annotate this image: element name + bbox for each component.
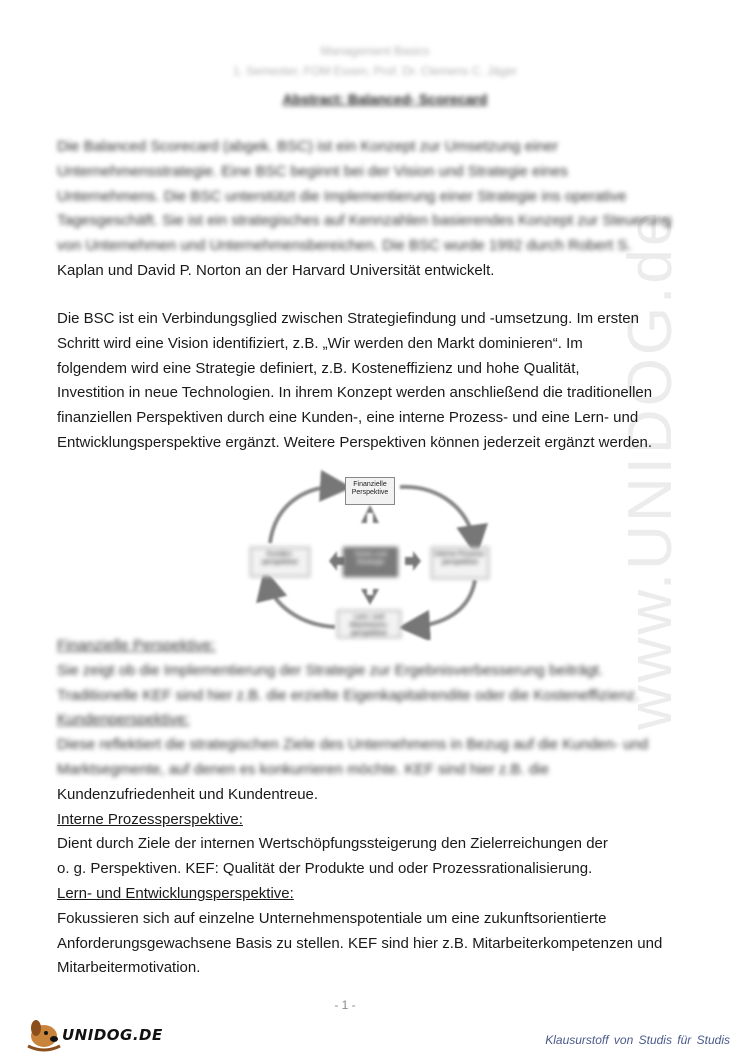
- paragraph-line: finanziellen Perspektiven durch eine Kunden-, eine interne Prozess- und eine Lern- und: [57, 409, 639, 427]
- section-heading: Interne Prozessperspektive:: [57, 810, 243, 828]
- intro-line: Unternehmensstrategie. Eine BSC beginnt bei der Vision und Strategie eines: [57, 162, 568, 180]
- footer-tagline: Klausurstoff von Studis für Studis: [545, 1033, 730, 1047]
- section-line: Mitarbeitermotivation.: [57, 959, 201, 977]
- intro-line: Die Balanced Scorecard (abgek. BSC) ist ein Konzept zur Umsetzung einer: [57, 138, 559, 155]
- section-line-clear: Kundenzufriedenheit und Kundentreue.: [57, 785, 319, 803]
- bsc-paragraph: [57, 307, 717, 456]
- section-line: Anforderungsgewachsene Basis zu stellen. KEF sind hier z.B. Mitarbeiterkompetenzen und: [57, 934, 663, 952]
- arrow-right-icon: [405, 551, 421, 571]
- arrow-up-icon: [361, 505, 379, 523]
- unidog-logo-text[interactable]: UNIDOG.DE: [62, 1026, 163, 1044]
- box-interne-prozessperspektive: Interne Prozess- perspektive: [431, 547, 489, 579]
- intro-line: Unternehmens. Die BSC unterstützt die Implementierung einer Strategie ins operative: [57, 187, 627, 205]
- arrow-icon: [270, 487, 340, 543]
- intro-paragraph: [57, 135, 717, 284]
- section-line: Marktsegmente, auf denen es konkurrieren möchte. KEF sind hier z.B. die: [57, 760, 549, 778]
- intro-line-clear: Kaplan und David P. Norton an der Harvard Universität entwickelt.: [57, 261, 495, 279]
- section-line: Diese reflektiert die strategischen Ziele des Unternehmens in Bezug auf die Kunden- und: [57, 736, 649, 754]
- watermark: www.UNIDOG.de: [616, 208, 685, 730]
- arrow-icon: [267, 580, 335, 627]
- box-vision-strategie: Vision und Strategie: [343, 547, 398, 577]
- course-subtitle: 1. Semester, FOM Essen, Prof. Dr. Clemens C. Jäger: [232, 64, 518, 78]
- section-line: Fokussieren sich auf einzelne Unternehmenspotentiale um eine zukunftsorientierte: [57, 909, 607, 927]
- intro-line: von Unternehmen und Unternehmensbereichen. Die BSC wurde 1992 durch Robert S.: [57, 237, 632, 255]
- bsc-diagram: [245, 465, 495, 640]
- box-kundenperspektive: Kunden- perspektive: [250, 547, 310, 577]
- section-line: Traditionelle KEF sind hier z.B. die erzielte Eigenkapitalrendite oder die Kosteneffizienz.: [57, 686, 639, 704]
- paragraph-line: Entwicklungsperspektive ergänzt. Weitere Perspektiven können jederzeit ergänzt werden.: [57, 433, 653, 451]
- section-line: Dient durch Ziele der internen Wertschöpfungssteigerung den Zielerreichungen der: [57, 835, 608, 853]
- paragraph-line: folgendem wird eine Strategie definiert, z.B. Kosteneffizienz und hohe Qualität,: [57, 359, 580, 377]
- section-heading: Kundenperspektive:: [57, 711, 190, 729]
- paragraph-line: Die BSC ist ein Verbindungsglied zwischen Strategiefindung und -umsetzung. Im ersten: [57, 310, 639, 327]
- paragraph-line: Investition in neue Technologien. In ihrem Konzept werden anschließend die traditionellen: [57, 384, 653, 402]
- arrow-down-icon: [361, 589, 379, 605]
- arrow-icon: [410, 580, 475, 627]
- section-heading: Lern- und Entwicklungsperspektive:: [57, 884, 294, 902]
- document-title: Abstract: Balanced- Scorecard: [282, 91, 488, 107]
- page-number: - 1 -: [334, 998, 356, 1012]
- arrow-icon: [400, 487, 475, 545]
- box-lernperspektive: Lern- und Wachstums- perspektive: [337, 610, 401, 638]
- section-line: o. g. Perspektiven. KEF: Qualität der Produkte und oder Prozessrationalisierung.: [57, 860, 593, 878]
- paragraph-line: Schritt wird eine Vision identifiziert, z.B. „Wir werden den Markt dominieren“. Im: [57, 334, 583, 352]
- box-finanzielle-perspektive: Finanzielle Perspektive: [345, 477, 395, 505]
- perspectives-section: [57, 634, 717, 981]
- section-heading: Finanzielle Perspektive:: [57, 637, 216, 654]
- course-title: Management Basics: [320, 44, 430, 58]
- intro-line: Tagesgeschäft. Sie ist ein strategisches auf Kennzahlen basierendes Konzept zur Steuerung: [57, 212, 672, 230]
- section-line: Sie zeigt ob die Implementierung der Strategie zur Ergebnisverbesserung beiträgt.: [57, 661, 604, 679]
